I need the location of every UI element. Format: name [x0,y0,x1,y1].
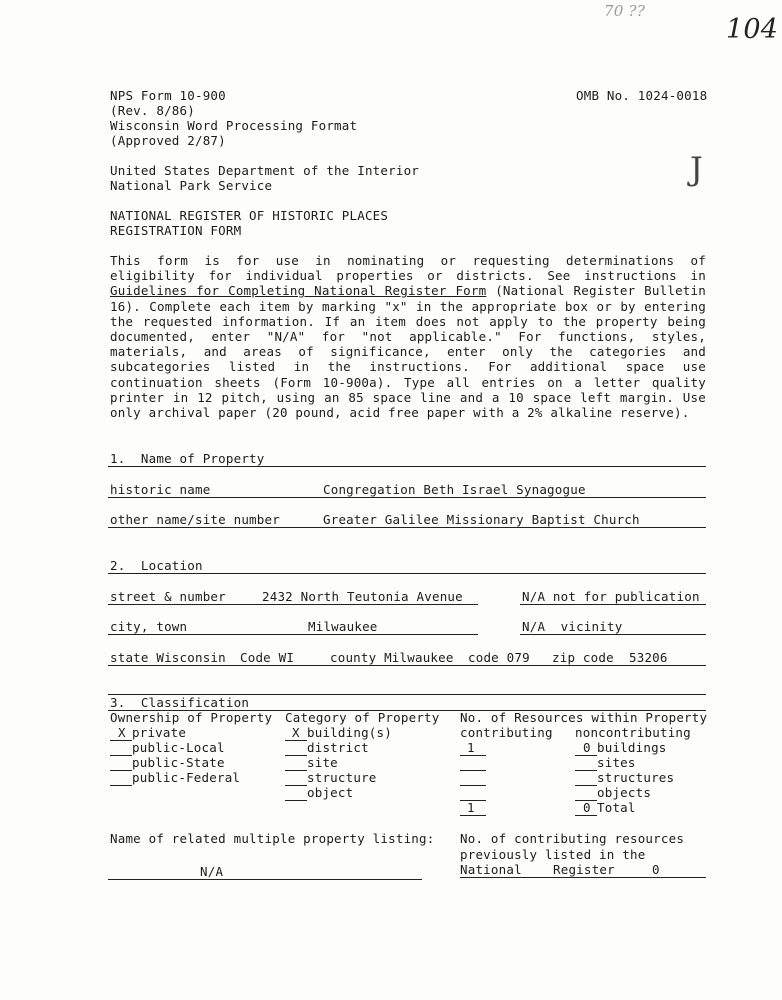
city-label: city, town [110,619,188,634]
category-heading: Category of Property [285,710,440,725]
category-blank-site [285,770,307,771]
vicinity-rule [520,634,706,635]
ownership-federal: public-Federal [132,770,241,785]
ownership-state: public-State [132,755,225,770]
category-district: district [307,740,369,755]
category-object: object [307,785,354,800]
contributing-blank-buildings [460,755,486,756]
ownership-blank-state [110,770,132,771]
form-format: Wisconsin Word Processing Format [110,118,358,133]
resource-structures: structures [597,770,675,785]
agency-service: National Park Service [110,178,273,193]
street-value: 2432 North Teutonia Avenue [262,589,463,604]
not-for-publication: N/A not for publication [522,589,700,604]
related-listing-value: N/A [200,864,224,879]
ownership-heading: Ownership of Property [110,710,273,725]
section1-rule [108,466,706,467]
state-code: Code WI [240,650,295,665]
form-approved: (Approved 2/87) [110,133,226,148]
not-for-publication-rule [520,604,706,605]
contributing-blank-total [460,815,486,816]
other-name-value: Greater Galilee Missionary Baptist Church [323,512,640,527]
handwritten-page-number: 104 [726,14,779,45]
previously-listed-value: 0 [652,862,660,877]
contributing-label: contributing [460,725,553,740]
zip-label: zip code [552,650,614,665]
category-blank-district [285,755,307,756]
previously-listed-rule [460,877,706,878]
zip-value: 53206 [629,650,668,665]
noncontributing-blank-sites [575,770,597,771]
agency-department: United States Department of the Interior [110,163,420,178]
resource-sites: sites [597,755,636,770]
street-rule [108,604,478,605]
resource-total: Total [597,800,636,815]
section2-heading: 2. Location [110,558,203,573]
city-value: Milwaukee [308,619,378,634]
county-code: code 079 [468,650,530,665]
contributing-total: 1 [467,800,475,815]
ownership-local: public-Local [132,740,225,755]
noncontributing-label: noncontributing [575,725,691,740]
previously-listed-national: National [460,862,522,877]
form-number: NPS Form 10-900 [110,88,226,103]
historic-name-label: historic name [110,482,211,497]
vicinity: N/A vicinity [522,619,623,634]
historic-name-rule [108,497,706,498]
ownership-blank-private [110,740,132,741]
related-listing-rule [108,879,422,880]
previously-listed-register: Register [553,862,615,877]
form-title: NATIONAL REGISTER OF HISTORIC PLACES [110,208,389,223]
previously-listed-line1: No. of contributing resources [460,831,685,846]
category-structure: structure [307,770,377,785]
category-mark-building: X [292,725,300,740]
ownership-blank-local [110,755,132,756]
contributing-buildings: 1 [467,740,475,755]
contributing-blank-structures [460,785,486,786]
county-field: county Milwaukee [330,650,454,665]
noncontributing-blank-total [575,815,597,816]
category-building: building(s) [307,725,392,740]
category-blank-object [285,800,307,801]
omb-number: OMB No. 1024-0018 [576,88,708,103]
other-name-label: other name/site number [110,512,280,527]
historic-name-value: Congregation Beth Israel Synagogue [323,482,586,497]
state-field: state Wisconsin [110,650,226,665]
section1-heading: 1. Name of Property [110,451,265,466]
pencil-note: 70 ?? [604,2,645,20]
resource-buildings: buildings [597,740,667,755]
related-listing-label: Name of related multiple property listing: [110,831,435,846]
resources-heading: No. of Resources within Property [460,710,708,725]
noncontributing-total: 0 [583,800,591,815]
category-blank-structure [285,785,307,786]
noncontributing-blank-buildings [575,755,597,756]
form-revision: (Rev. 8/86) [110,103,195,118]
instructions-paragraph [110,253,706,420]
resource-objects: objects [597,785,652,800]
other-name-rule [108,527,706,528]
noncontributing-blank-structures [575,785,597,786]
state-row-rule [108,665,706,666]
section2-rule [108,573,706,574]
street-label: street & number [110,589,226,604]
guideline-title: Guidelines for Completing National Register Form [110,283,487,299]
noncontributing-buildings: 0 [583,740,591,755]
instructions-part2: (National Register Bulletin 16). Complete each item by marking "x" in the appropriate box or by entering the requested information. If an item does not apply to the property being documented, enter "N/A" for "not applicable." For functions, styles, materials, and areas of significance, enter only the categories and subcategories listed in the instructions. For additional space use continuation sheets (Form 10-900a). Type all entries on a letter quality printer in 12 pitch, using an 85 space line and a 10 space left margin. Use only archival paper (20 pound, acid free paper with a 2% alkaline reserve). [110,283,706,421]
form-subtitle: REGISTRATION FORM [110,223,242,238]
ownership-private: private [132,725,187,740]
side-mark: J [690,150,704,188]
city-rule [108,634,478,635]
category-blank-building [285,740,307,741]
previously-listed-line2: previously listed in the [460,847,646,862]
category-site: site [307,755,338,770]
instructions-part1: This form is for use in nominating or requesting determinations of eligibility for individual properties or districts. See instructions in [110,253,706,284]
section3-heading: 3. Classification [110,695,250,710]
ownership-mark-private: X [118,725,126,740]
ownership-blank-federal [110,785,132,786]
contributing-blank-sites [460,770,486,771]
